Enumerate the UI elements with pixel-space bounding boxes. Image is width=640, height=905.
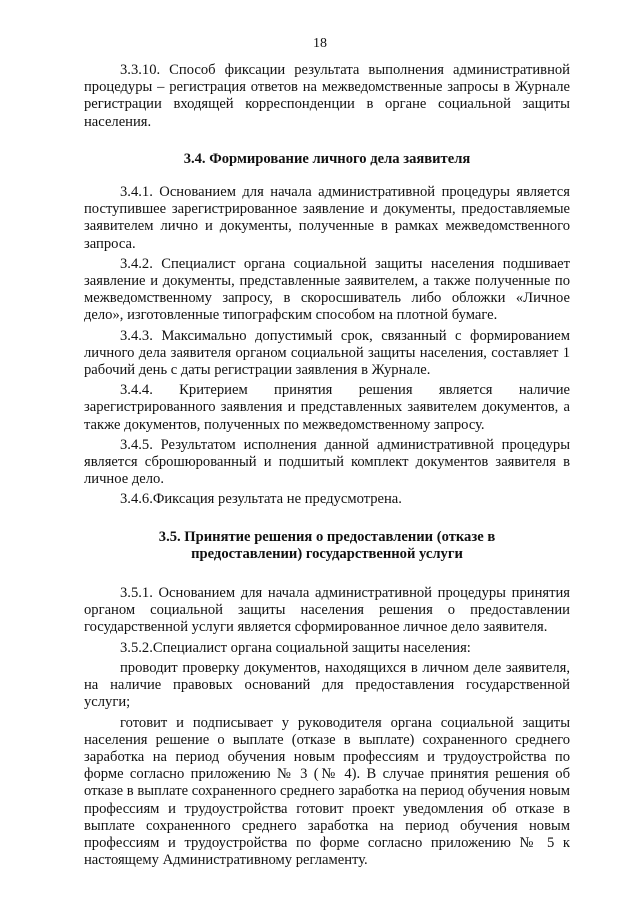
paragraph-3-4-6: 3.4.6.Фиксация результата не предусмотрена. (120, 491, 402, 508)
paragraph-3-4-5: 3.4.5. Результатом исполнения данной административной процедуры является сброшюрованный и подшитый комплект документов заявителя в личное дело. (84, 436, 570, 488)
paragraph-3-4-3: 3.4.3. Максимально допустимый срок, связанный с формированием личного дела заявителя органом социальной защиты населения, составляет 1 рабочий день с даты регистрации заявления в Журнале. (84, 327, 570, 379)
document-body (84, 62, 570, 869)
paragraph-3-5-2-check: проводит проверку документов, находящихся в личном деле заявителя, на наличие правовых оснований для предоставления государственной услуги; (84, 659, 570, 711)
page-number: 18 (313, 36, 327, 51)
section-3-5-title-line2: предоставлении) государственной услуги (191, 545, 463, 562)
paragraph-3-4-2: 3.4.2. Специалист органа социальной защиты населения подшивает заявление и документы, представленные заявителем, а также полученные по межведомственному запросу, в скоросшиватель либо обложки «Личное дело», изготовленные типографским способом на плотной бумаге. (84, 255, 570, 324)
section-3-5-title-line1: 3.5. Принятие решения о предоставлении (отказе в (158, 528, 496, 545)
section-3-4-title: 3.4. Формирование личного дела заявителя (183, 150, 471, 167)
section-3-5-title (84, 529, 570, 563)
paragraph-3-5-1: 3.5.1. Основанием для начала административной процедуры принятия органом социальной защиты населения решения о предоставлении государственной услуги является сформированное личное дело заявителя. (84, 585, 570, 636)
paragraph-3-4-1: 3.4.1. Основанием для начала административной процедуры является поступившее зарегистрированное заявление и документы, предоставляемые заявителем лично и документы, полученные в рамках межведомственного запроса. (84, 184, 570, 252)
paragraph-3-4-4: 3.4.4. Критерием принятия решения является наличие зарегистрированного заявления и представленных заявителем документов, а также документов, полученных по межведомственному запросу. (84, 382, 570, 433)
paragraph-3-3-10: 3.3.10. Способ фиксации результата выполнения административной процедуры – регистрация ответов на межведомственные запросы в Журнале регистрации входящей корреспонденции в органе социальной защиты населения. (84, 62, 570, 130)
paragraph-3-5-2: 3.5.2.Специалист органа социальной защиты населения: (120, 639, 471, 656)
paragraph-3-5-2-prepare: готовит и подписывает у руководителя органа социальной защиты населения решение о выплате (отказе в выплате) сохраненного среднего заработка на период обучения новым профессиям и трудоустройства по форме согласно приложению № 3 (№ 4). В случае принятия решения об отказе в выплате сохраненного среднего заработка на период обучения новым профессиям и трудоустройства готовит проект уведомления об отказе в выплате сохраненного среднего заработка на период обучения новым профессиям и трудоустройства по форме согласно приложению № 5 к настоящему Административному регламенту. (84, 714, 570, 869)
